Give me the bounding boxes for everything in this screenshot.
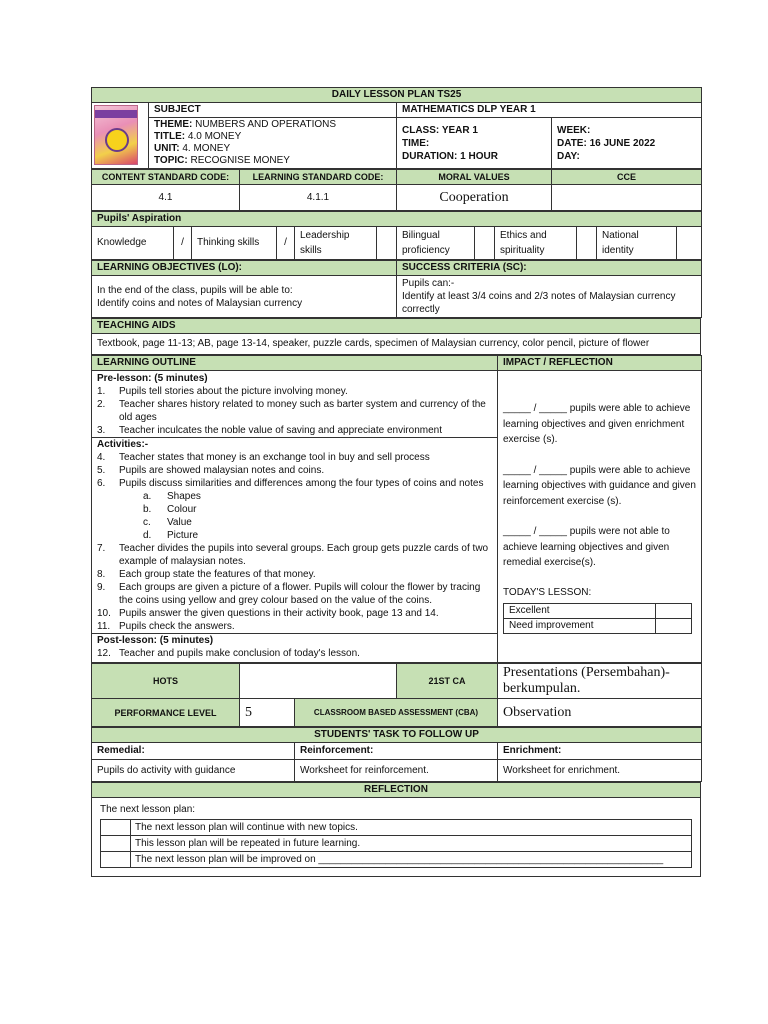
impact-remedial: _____ / _____ pupils were not able to achieve learning objectives and given remedial exercise(s). [503, 526, 670, 568]
list-item: 3. Teacher inculcates the noble value of saving and appreciate environment [97, 425, 442, 436]
teaching-aids-table [91, 318, 701, 355]
subject-value: MATHEMATICS DLP YEAR 1 [397, 103, 702, 118]
list-item: 1. Pupils tell stories about the picture involving money. [97, 386, 348, 397]
century-ca-label: 21ST CA [397, 664, 498, 699]
sub-list-item: b. Colour [143, 504, 197, 515]
aspiration-mark[interactable] [475, 227, 495, 260]
rating-excellent-box[interactable] [656, 604, 692, 619]
objectives-table [91, 260, 702, 318]
cba-value: Observation [498, 699, 702, 727]
todays-lesson-rating [503, 603, 692, 634]
aspiration-mark[interactable]: / [174, 227, 192, 260]
moral-values-label: MORAL VALUES [397, 170, 552, 185]
textbook-cover-image [94, 105, 138, 165]
day-value: DAY: [557, 150, 580, 162]
textbook-cover-cell [92, 103, 149, 169]
teaching-aids-label: TEACHING AIDS [92, 319, 701, 334]
aspiration-item: Ethics and spirituality [495, 227, 577, 260]
remedial-value: Pupils do activity with guidance [92, 760, 295, 782]
option-checkbox[interactable] [101, 852, 131, 868]
option-checkbox[interactable] [101, 820, 131, 836]
duration-value: DURATION: 1 HOUR [402, 150, 498, 162]
class-info [397, 118, 552, 169]
rating-need-improvement-box[interactable] [656, 619, 692, 634]
option-repeat: This lesson plan will be repeated in future learning. [131, 836, 692, 852]
header-table [91, 87, 702, 169]
document-title: DAILY LESSON PLAN TS25 [92, 88, 702, 103]
aspiration-item: Knowledge [92, 227, 174, 260]
option-improve: The next lesson plan will be improved on ______________________________________________________________ [131, 852, 692, 868]
enrichment-value: Worksheet for enrichment. [498, 760, 702, 782]
aspiration-item: Bilingual proficiency [397, 227, 475, 260]
list-item: 4. Teacher states that money is an exchange tool in buy and sell process [97, 452, 430, 463]
date-value: DATE: 16 JUNE 2022 [557, 137, 656, 149]
sub-list-item: a. Shapes [143, 491, 201, 502]
activities-heading: Activities:- [97, 439, 149, 450]
reinforcement-label: Reinforcement: [295, 743, 498, 760]
remedial-label: Remedial: [92, 743, 295, 760]
outline-table [91, 355, 702, 663]
learning-standard-label: LEARNING STANDARD CODE: [240, 170, 397, 185]
impact-reflection-label: IMPACT / REFLECTION [498, 356, 702, 371]
cba-label: CLASSROOM BASED ASSESSMENT (CBA) [295, 699, 498, 727]
aspiration-mark[interactable] [377, 227, 397, 260]
sub-list-item: d. Picture [143, 530, 199, 541]
reflection-label: REFLECTION [92, 783, 701, 798]
topic-value: RECOGNISE MONEY [190, 155, 290, 166]
reflection-intro: The next lesson plan: [100, 804, 196, 815]
post-lesson-heading: Post-lesson: (5 minutes) [97, 635, 214, 646]
cce-value [552, 185, 702, 211]
reinforcement-value: Worksheet for reinforcement. [295, 760, 498, 782]
date-info [552, 118, 702, 169]
reflection-table [91, 782, 701, 877]
teaching-aids-value: Textbook, page 11-13; AB, page 13-14, speaker, puzzle cards, specimen of Malaysian currency, color pencil, picture of flower [92, 334, 701, 355]
century-ca-value: Presentations (Persembahan)-berkumpulan. [498, 664, 702, 699]
week-value: WEEK: [557, 124, 591, 136]
follow-up-label: STUDENTS' TASK TO FOLLOW UP [92, 728, 702, 743]
aspiration-item: Leadership skills [295, 227, 377, 260]
class-value: CLASS: YEAR 1 [402, 124, 478, 136]
assessment-table [91, 663, 702, 727]
theme-value: NUMBERS AND OPERATIONS [195, 119, 337, 130]
aspiration-label: Pupils' Aspiration [92, 212, 702, 227]
list-item: 7. Teacher divides the pupils into several groups. Each group gets puzzle cards of two example of malaysian notes. [97, 543, 489, 567]
learning-outline-content [92, 371, 498, 663]
rating-excellent-label: Excellent [504, 604, 656, 619]
enrichment-label: Enrichment: [498, 743, 702, 760]
success-criteria-value: Pupils can:- Identify at least 3/4 coins and 2/3 notes of Malaysian currency correctly [397, 276, 702, 318]
rating-need-improvement-label: Need improvement [504, 619, 656, 634]
sub-list-item: c. Value [143, 517, 192, 528]
list-item: 11. Pupils check the answers. [97, 621, 235, 632]
subject-details: THEME: NUMBERS AND OPERATIONS TITLE: 4.0 MONEY UNIT: 4. MONEY TOPIC: RECOGNISE MONEY [149, 118, 397, 169]
hots-label: HOTS [92, 664, 240, 699]
list-item: 6. Pupils discuss similarities and differences among the four types of coins and notes [97, 478, 484, 489]
aspiration-table [91, 211, 702, 260]
title-value: 4.0 MONEY [187, 131, 242, 142]
impact-reinforcement: _____ / _____ pupils were able to achieve learning objectives with guidance and given reinforcement exercise (s). [503, 464, 696, 507]
performance-level-value: 5 [240, 699, 295, 727]
impact-reflection-content [498, 371, 702, 663]
list-item: 9. Each groups are given a picture of a flower. Pupils will colour the flower by tracing the coins using yellow and grey colour based on the value of the coins. [97, 582, 481, 606]
pre-lesson-heading: Pre-lesson: (5 minutes) [97, 373, 208, 384]
list-item: 5. Pupils are showed malaysian notes and coins. [97, 465, 325, 476]
list-item: 12. Teacher and pupils make conclusion of today's lesson. [97, 648, 360, 659]
aspiration-mark[interactable]: / [277, 227, 295, 260]
list-item: 10. Pupils answer the given questions in their activity book, page 13 and 14. [97, 608, 439, 619]
learning-objectives-label: LEARNING OBJECTIVES (LO): [92, 261, 397, 276]
follow-up-table [91, 727, 702, 782]
subject-label: SUBJECT [149, 103, 397, 118]
aspiration-mark[interactable] [577, 227, 597, 260]
list-item: 2. Teacher shares history related to money such as barter system and currency of the old ages [97, 399, 486, 423]
unit-value: 4. MONEY [182, 143, 231, 154]
time-value: TIME: [402, 137, 430, 149]
reflection-content [92, 798, 701, 877]
aspiration-mark[interactable] [677, 227, 702, 260]
list-item: 8. Each group state the features of that money. [97, 569, 316, 580]
aspiration-item: National identity [597, 227, 677, 260]
learning-objectives-value: In the end of the class, pupils will be able to: Identify coins and notes of Malaysian currency [92, 276, 397, 318]
hots-value [240, 664, 397, 699]
option-continue: The next lesson plan will continue with new topics. [131, 820, 692, 836]
todays-lesson-label: TODAY'S LESSON: [503, 586, 592, 598]
aspiration-item: Thinking skills [192, 227, 277, 260]
content-standard-value: 4.1 [92, 185, 240, 211]
learning-standard-value: 4.1.1 [240, 185, 397, 211]
impact-enrichment: _____ / _____ pupils were able to achieve learning objectives and given enrichment exercise (s). [503, 403, 691, 445]
reflection-options [100, 819, 692, 868]
lesson-plan-document [91, 87, 701, 877]
content-standard-label: CONTENT STANDARD CODE: [92, 170, 240, 185]
success-criteria-label: SUCCESS CRITERIA (SC): [397, 261, 702, 276]
option-checkbox[interactable] [101, 836, 131, 852]
performance-level-label: PERFORMANCE LEVEL [92, 699, 240, 727]
learning-outline-label: LEARNING OUTLINE [92, 356, 498, 371]
cce-label: CCE [552, 170, 702, 185]
moral-values-value: Cooperation [397, 185, 552, 211]
standards-table [91, 169, 702, 211]
